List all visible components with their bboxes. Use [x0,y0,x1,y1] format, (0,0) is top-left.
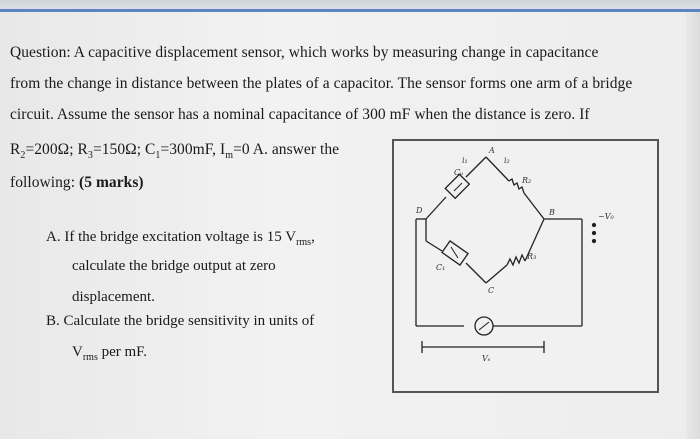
v-symbol: V [72,344,83,360]
wire-c1-c [466,263,486,283]
label-d: D [416,206,423,215]
item-b-line-1 [46,313,314,330]
label-cu: Cᵤ [454,168,464,177]
item-a-line-2 [72,258,276,275]
top-bar [0,0,700,12]
wire-c-r3 [486,265,507,283]
wire-r2-b [524,193,544,219]
c1-value: =300mF, I [160,141,226,158]
output-terminals [593,224,596,243]
rms-subscript-b: rms [82,352,98,363]
bridge-circuit-diagram [394,141,657,391]
marks-label: (5 marks) [79,174,144,191]
im-value: =0 A. answer the [233,141,340,158]
question-line-1 [10,44,598,62]
r3-value: =150Ω; C [92,141,156,158]
item-a-line-1 [46,229,315,248]
bridge-circuit-figure [392,139,659,393]
question-text-2: from the change in distance between the plates of a capacitor. The sensor forms one arm of a bridge [10,75,633,92]
r3-subscript: 3 [87,150,93,162]
c1-subscript: 1 [155,150,161,162]
item-a-text: A. If the bridge excitation voltage is 15 V [46,229,297,245]
r-symbol: R [10,141,21,158]
cu-capacitor [445,174,469,198]
question-line-4 [10,141,339,161]
r2-value: =200Ω; R [25,141,88,158]
im-subscript: m [225,150,234,162]
wire-cu-d [426,197,446,219]
label-r3: R₃ [527,252,537,261]
rms-subscript-a: rms [296,237,312,248]
r2-subscript: 2 [20,150,26,162]
question-text-3: circuit. Assume the sensor has a nominal capacitance of 300 mF when the distance is zero. If [10,106,590,123]
question-line-3 [10,106,590,124]
wire-d-c1 [426,241,442,251]
label-i1: i₁ [462,156,468,165]
label-b: B [549,208,555,217]
item-b-line-2 [72,344,147,363]
following-text: following: [10,174,80,191]
label-c: C [488,286,495,295]
question-text-1: Question: A capacitive displacement sensor, which works by measuring change in capacitance [10,44,599,61]
label-a: A [489,146,495,155]
item-a-text-2: calculate the bridge output at zero [72,258,276,274]
right-edge-strip [686,12,700,439]
r3-resistor [507,255,525,265]
c1-capacitor [442,241,468,265]
item-a-text-3: displacement. [72,289,155,305]
question-line-5 [10,174,144,192]
label-vo: ~V₀ [598,212,614,221]
question-line-2 [10,75,632,93]
label-i2: i₂ [504,156,510,165]
item-a-line-3 [72,289,155,306]
blue-accent-line [0,9,700,12]
per-mf-text: per mF. [97,344,148,360]
item-a-comma: , [311,229,315,245]
item-b-text: B. Calculate the bridge sensitivity in units of [46,313,315,329]
label-vs: Vₛ [482,354,491,363]
label-r2: R₂ [522,176,532,185]
wire-a-cu [466,157,486,177]
label-c1: C₁ [436,263,446,272]
